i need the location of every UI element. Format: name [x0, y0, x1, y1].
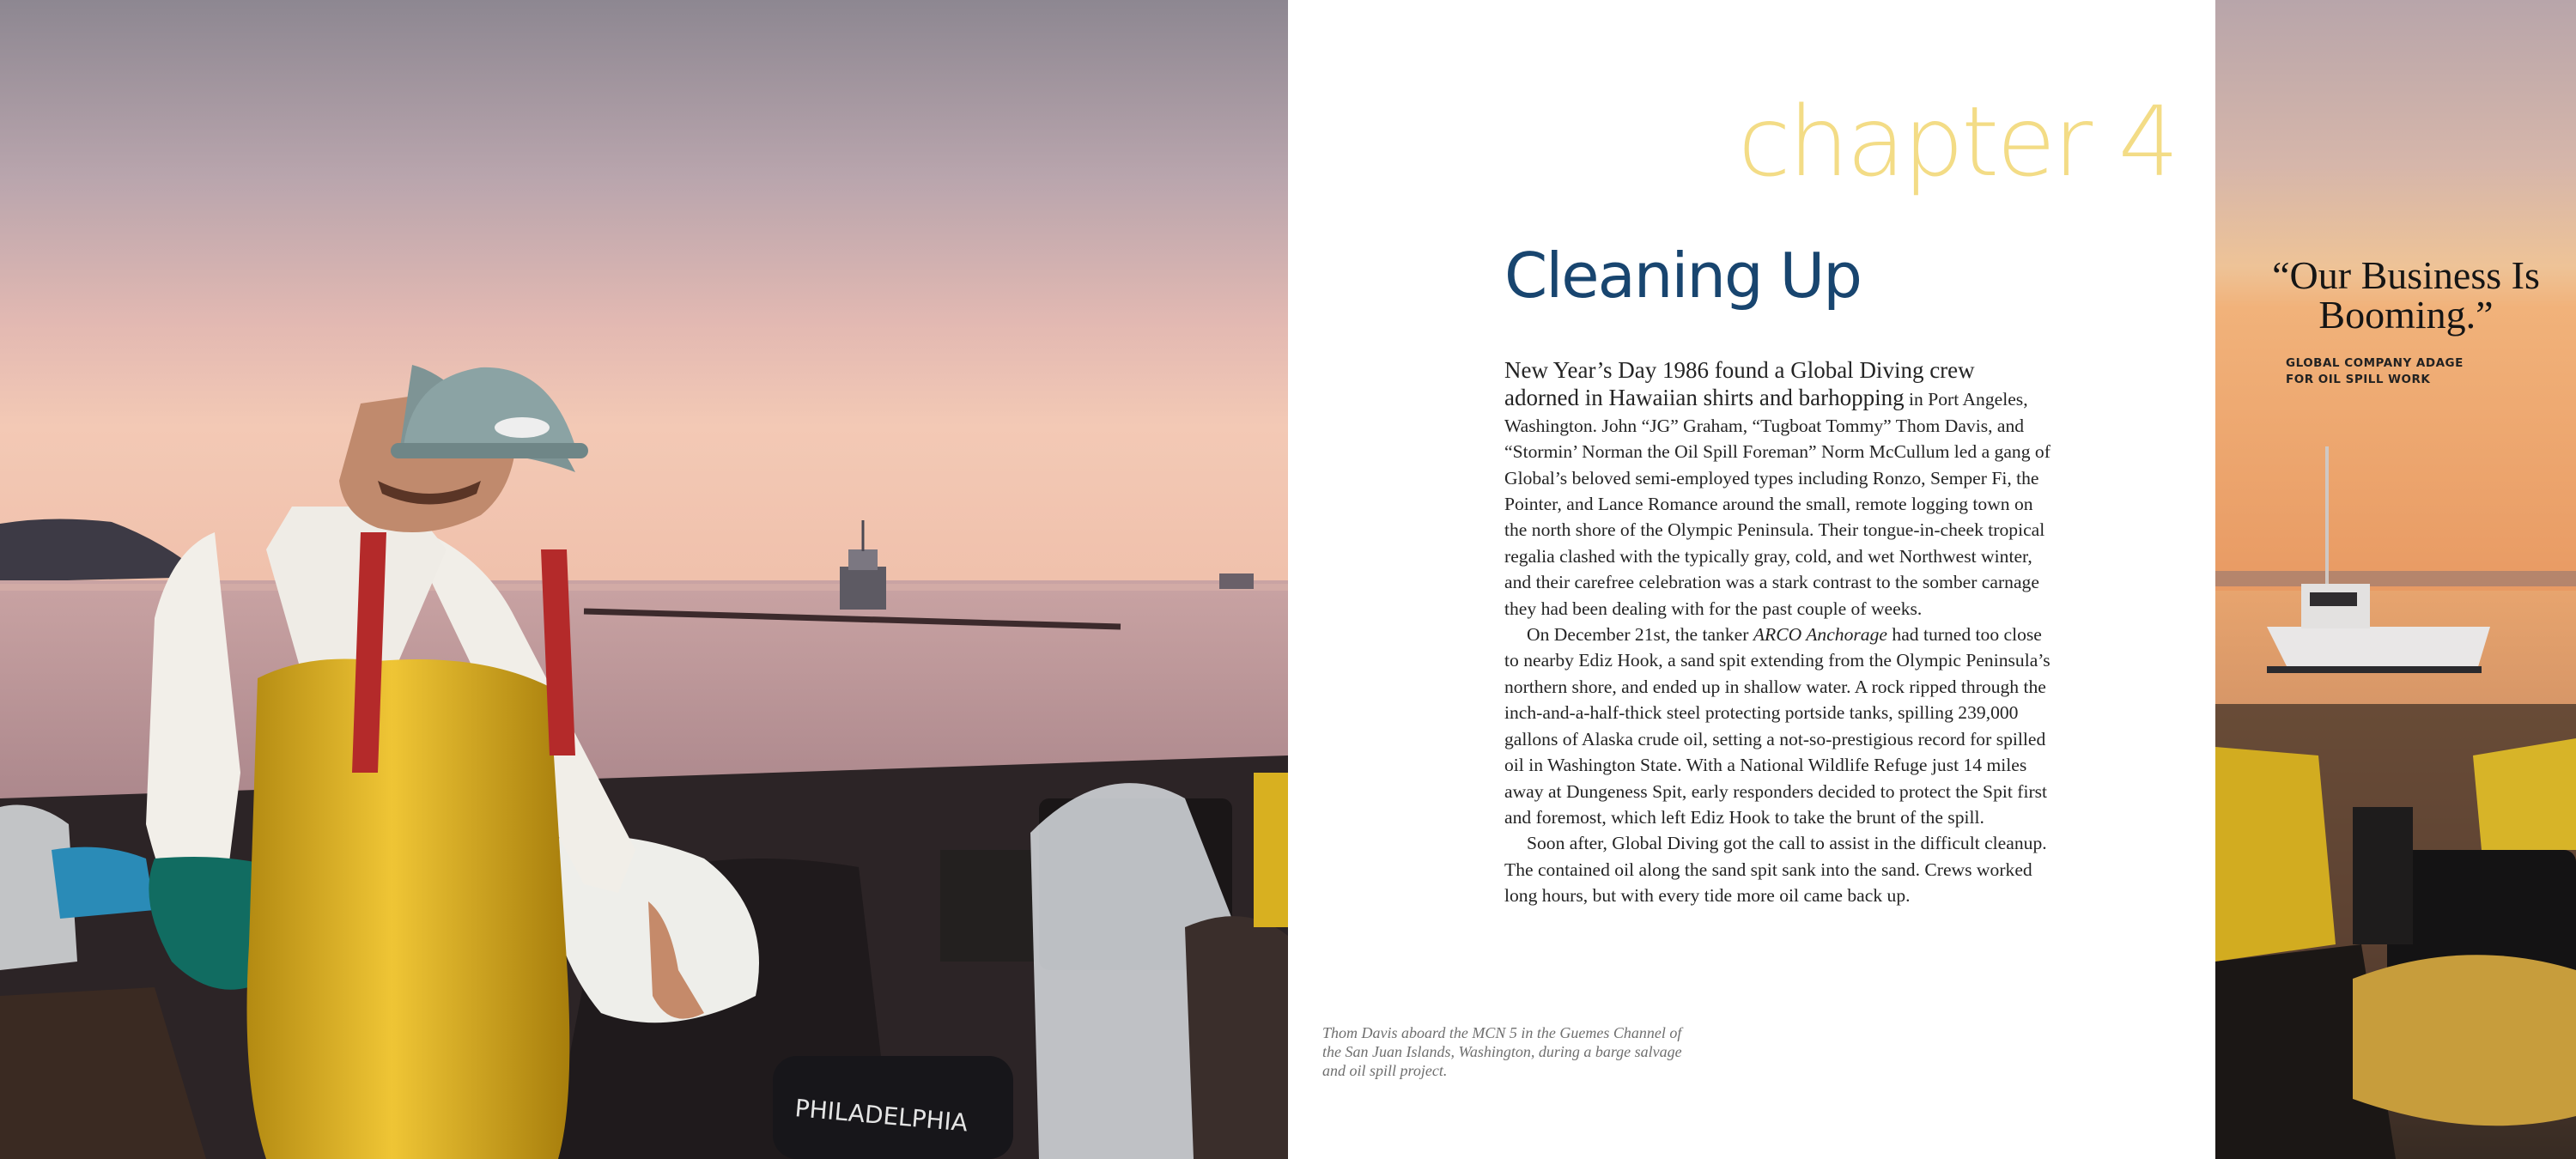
- pull-quote: “Our Business Is Booming.”: [2272, 253, 2540, 337]
- philadelphia-winch: [773, 1056, 1013, 1159]
- lead-in: New Year’s Day 1986 found a Global Diving crew adorned in Hawaiian shirts and barhopping: [1504, 357, 1975, 411]
- photo-caption: [1322, 1023, 1692, 1080]
- caption-text: aboard the MCN 5 in the Guemes Channel of the San Juan Islands, Washington, during a barge salvage and oil spill project.: [1322, 1024, 1682, 1079]
- paragraph-3: Soon after, Global Diving got the call to assist in the difficult cleanup. The contained oil along the sand spit sank into the sand. Crews worked long hours, but with every tide more oil came back up.: [1504, 833, 2047, 907]
- ship-name: ARCO Anchorage: [1753, 624, 1887, 646]
- attribution-line-2: FOR OIL SPILL WORK: [2286, 373, 2431, 386]
- chapter-label: chapter 4: [1737, 87, 2177, 198]
- caption-name: Thom Davis: [1322, 1024, 1398, 1041]
- paragraph-1-text: in Port Angeles, Washington. John “JG” Graham, “Tugboat Tommy” Thom Davis, and “Stormin’ Norman the Oil Spill Foreman” Norm McCullum led a gang of Global’s beloved semi-employed types including Ronzo, Semper Fi, the Pointer, and Lance Romance around the small, remote logging town on the north shore of the Olympic Peninsula. Their tongue-in-cheek tropical regalia clashed with the typically gray, cold, and wet Northwest winter, and their carefree celebration was a stark contrast to the somber carnage they had been dealing with for the past couple of weeks.: [1504, 389, 2050, 619]
- paragraph-1: [1504, 357, 2054, 622]
- paragraph-2-end: had turned too close to nearby Ediz Hook, a sand spit extending from the Olympic Peninsula’s northern shore, and ended up in shallow water. A rock ripped through the inch-and-a-half-thick steel protecting portside tanks, spilling 239,000 gallons of Alaska crude oil, setting a not-so-prestigious record for spilled oil in Washington State. With a National Wildlife Refuge just 14 miles away at Dungeness Spit, early responders decided to protect the Spit first and foremost, which left Ediz Hook to take the brunt of the spill.: [1504, 624, 2050, 828]
- attribution-line-1: GLOBAL COMPANY ADAGE: [2286, 356, 2464, 370]
- fishing-boat-photo: [2215, 0, 2576, 1159]
- paragraph-2: [1504, 622, 2054, 830]
- philadelphia-lettering: PHILADELPHIA: [793, 1094, 969, 1138]
- chapter-title: Cleaning Up: [1504, 240, 1861, 312]
- quote-attribution: [2286, 355, 2552, 388]
- text-page: [1288, 0, 2215, 1159]
- pull-quote-box: [2260, 253, 2552, 388]
- article-body: [1504, 357, 2054, 909]
- paragraph-2-start: On December 21st, the tanker: [1527, 624, 1749, 646]
